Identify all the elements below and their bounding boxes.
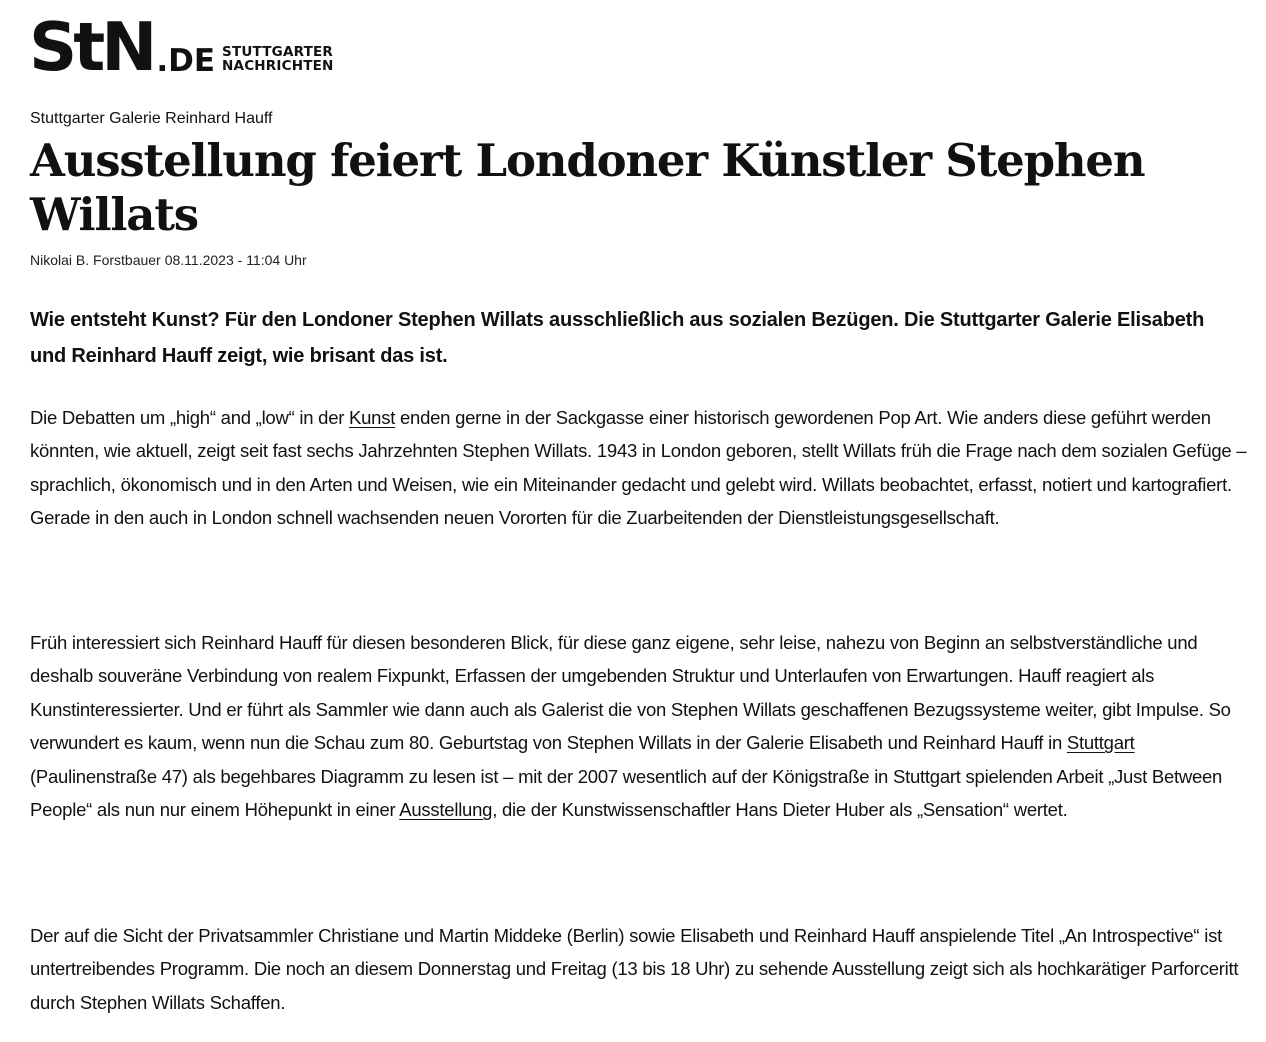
article-paragraph-1: [30, 401, 1252, 535]
article-teaser: Wie entsteht Kunst? Für den Londoner Stephen Willats ausschließlich aus sozialen Bezügen. Die Stuttgarter Galerie Elisabeth und Reinhard Hauff zeigt, wie brisant das ist.: [30, 309, 1205, 367]
article-paragraph-2: [30, 626, 1252, 826]
logo-tld: .DE: [156, 43, 216, 79]
logo-line-2: NACHRICHTEN: [222, 58, 334, 74]
paragraph-1-text-a: Die Debatten um „high“ and „low“ in der: [30, 407, 350, 428]
link-stuttgart[interactable]: Stuttgart: [1066, 732, 1135, 754]
logo-line-1: STUTTGARTER: [222, 44, 334, 60]
link-ausstellung[interactable]: Ausstellung: [399, 799, 493, 821]
article-date: 08.11.2023 - 11:04 Uhr: [164, 252, 307, 268]
article-paragraph-3: Der auf die Sicht der Privatsammler Christiane und Martin Middeke (Berlin) sowie Elisabeth und Reinhard Hauff anspielende Titel „An Introspective“ ist untertreibendes Programm. Die noch an diesem Donnerstag und Freitag (13 bis 18 Uhr) zu sehende Ausstellung zeigt sich als hochkarätiger Parforceritt durch Stephen Willats Schaffen.: [30, 925, 1239, 1013]
article-author: Nikolai B. Forstbauer: [30, 252, 161, 268]
article-kicker: Stuttgarter Galerie Reinhard Hauff: [30, 110, 273, 127]
link-kunst[interactable]: Kunst: [349, 407, 396, 428]
logo-mark: StN: [29, 8, 154, 86]
paragraph-2-text-b: (Paulinenstraße 47) als begehbares Diagramm zu lesen ist – mit der 2007 wesentlich auf der Königstraße in Stuttgart spielenden Arbeit „Just Between People“ als nun nur einem Höhepunkt in einer: [30, 765, 1223, 821]
paragraph-2-text-c: , die der Kunstwissenschaftler Hans Dieter Huber als „Sensation“ wertet.: [492, 799, 1068, 821]
site-logo[interactable]: [29, 8, 334, 86]
article-headline: Ausstellung feiert Londoner Künstler Stephen Willats: [30, 134, 1145, 241]
article-meta: [30, 251, 307, 269]
paragraph-2-text-a: Früh interessiert sich Reinhard Hauff für diesen besonderen Blick, für diese ganz eigene, sehr leise, nahezu von Beginn an selbstverständliche und deshalb souveräne Verbindung von realem Fixpunkt, Erfassen der umgebenden Struktur und Unterlaufen von Erwartungen. Hauff reagiert als Kunstinteressierter. Und er führt als Sammler wie dann auch als Galerist die von Stephen Willats geschaffenen Bezugssysteme weiter, gibt Impulse. So verwundert es kaum, wenn nun die Schau zum 80. Geburtstag von Stephen Willats in der Galerie Elisabeth und Reinhard Hauff in: [30, 632, 1231, 754]
logo-wordmark: [222, 45, 334, 73]
paragraph-1-text-b: enden gerne in der Sackgasse einer historisch gewordenen Pop Art. Wie anders diese geführt werden könnten, wie aktuell, zeigt seit fast sechs Jahrzehnten Stephen Willats. 1943 in London geboren, stellt Willats früh die Frage nach dem sozialen Gefüge – sprachlich, ökonomisch und in den Arten und Weisen, wie ein Miteinander gedacht und gelebt wird. Willats beobachtet, erfasst, notiert und kartografiert. Gerade in den auch in London schnell wachsenden neuen Vororten für die Zuarbeitenden der Dienstleistungsgesellschaft.: [30, 407, 1247, 529]
